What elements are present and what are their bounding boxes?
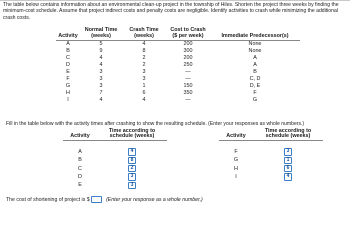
col-header-normal-time: Normal Time (weeks): [84, 27, 118, 39]
schedule-table-right: [219, 129, 323, 182]
table-row: E 3: [63, 182, 167, 190]
top-divider: [0, 0, 350, 1]
table-row: A 5 4 200 None: [66, 40, 262, 47]
cost-prompt: The cost of shortening of project is $: [6, 196, 90, 203]
table-row: D 3: [63, 173, 167, 181]
cost-hint: (Enter your response as a whole number.): [106, 196, 203, 203]
table-row: H 6: [219, 165, 323, 173]
table-row: H 7 6 350 F: [66, 90, 257, 97]
schedule-input-c[interactable]: 2: [128, 165, 136, 172]
schedule-table-left: [63, 129, 167, 190]
schedule-header-activity: Activity: [70, 133, 90, 140]
fill-in-instruction: Fill in the table below with the activity times after crashing to show the resulting schedule. (Enter your responses as whole numbers.): [6, 121, 305, 127]
table-row: F 3 3 — C, D: [66, 76, 261, 83]
col-header-predecessors: Immediate Predecessor(s): [221, 32, 289, 39]
table-row: C 2: [63, 165, 167, 173]
schedule-header-time: Time according to schedule (weeks): [108, 128, 156, 140]
table-row: G 1: [219, 157, 323, 165]
cost-answer-input[interactable]: [91, 196, 102, 203]
table-row: F 3: [219, 148, 323, 156]
table-row: G 3 1 150 D, E: [65, 83, 261, 90]
table-row: A 4: [63, 148, 167, 156]
schedule-input-i[interactable]: 4: [284, 173, 292, 180]
schedule-header-time: Time according to schedule (weeks): [264, 128, 312, 140]
schedule-input-g[interactable]: 1: [284, 157, 292, 164]
schedule-input-e[interactable]: 3: [128, 182, 136, 189]
cost-question: [6, 196, 203, 203]
table-row: D 4 2 250 A: [66, 61, 257, 68]
table-row: I 4 4 — G: [67, 97, 258, 104]
schedule-input-b[interactable]: 8: [128, 157, 136, 164]
table-row: C 4 2 200 A: [66, 54, 257, 61]
schedule-input-a[interactable]: 4: [128, 148, 136, 155]
col-header-activity: Activity: [58, 32, 78, 39]
schedule-header-activity: Activity: [226, 133, 246, 140]
schedule-input-f[interactable]: 3: [284, 148, 292, 155]
col-header-cost-to-crash: Cost to Crash ($ per week): [170, 27, 206, 39]
activity-data-table: [56, 28, 300, 105]
col-header-crash-time: Crash Time (weeks): [129, 27, 159, 39]
table-row: I 4: [219, 173, 323, 181]
problem-statement: The table below contains information about an environmental clean-up project in the township of Hiles. Shorten the project three weeks by finding the minimum-cost schedule. Assume that project indirect costs and penalty costs are negligible. Identify activities to crash while minimizing the additional crash costs.: [3, 2, 339, 21]
table-row: B 9 8 300 None: [66, 47, 262, 54]
schedule-input-h[interactable]: 6: [284, 165, 292, 172]
table-row: B 8: [63, 157, 167, 165]
table-row: E 3 3 — B: [66, 69, 257, 76]
schedule-input-d[interactable]: 3: [128, 173, 136, 180]
